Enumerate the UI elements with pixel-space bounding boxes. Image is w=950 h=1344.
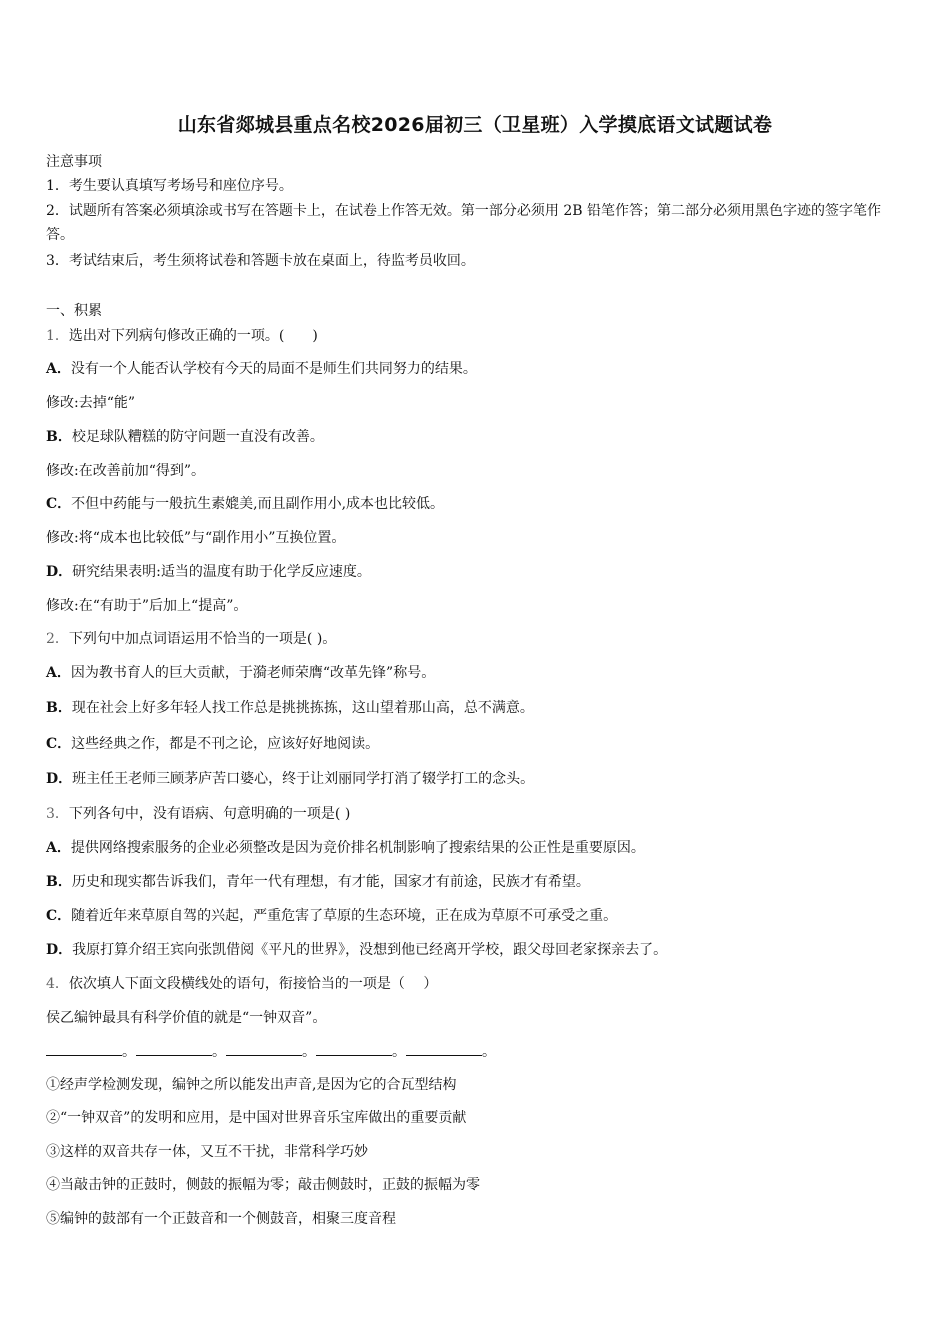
option-letter: A． xyxy=(46,840,71,856)
notice-item-3: 3．考试结束后，考生须将试卷和答题卡放在桌面上，待监考员收回。 xyxy=(46,253,475,269)
blank-separator: 。 xyxy=(212,1044,226,1060)
q3-option-a xyxy=(46,836,904,860)
blank-separator: 。 xyxy=(392,1044,406,1060)
exam-title: 山东省郯城县重点名校2026届初三（卫星班）入学摸底语文试题试卷 xyxy=(177,114,773,136)
q2-option-d xyxy=(46,767,904,791)
question-number: 4． xyxy=(46,976,69,992)
section-heading: 一、积累 xyxy=(46,303,102,319)
option-letter: B． xyxy=(46,700,72,716)
question-1 xyxy=(46,324,904,348)
question-number: 3． xyxy=(46,806,69,822)
blank-separator: 。 xyxy=(302,1044,316,1060)
q4-item-3: ③这样的双音共存一体，又互不干扰，非常科学巧妙 xyxy=(46,1144,368,1160)
option-text: 没有一个人能否认学校有今天的局面不是师生们共同努力的结果。 xyxy=(70,361,477,377)
option-text: 我原打算介绍王宾向张凯借阅《平凡的世界》，没想到他已经离开学校，跟父母回老家探亲去了。 xyxy=(72,942,668,958)
notice-item-2: 2．试题所有答案必须填涂或书写在答题卡上，在试卷上作答无效。第一部分必须用 2B 铅笔作答；第二部分必须用黑色字迹的签字笔作答。 xyxy=(46,203,881,243)
q4-item-1: ①经声学检测发现，编钟之所以能发出声音,是因为它的合瓦型结构 xyxy=(46,1077,457,1093)
q1-option-a-fix: 修改:去掉“能” xyxy=(46,395,136,411)
option-text: 研究结果表明:适当的温度有助于化学反应速度。 xyxy=(72,564,371,580)
option-text: 这些经典之作，都是不刊之论，应该好好地阅读。 xyxy=(71,736,380,752)
question-number: 2． xyxy=(46,631,69,647)
notice-heading: 注意事项 xyxy=(46,154,102,170)
q1-option-d xyxy=(46,560,904,584)
option-letter: D． xyxy=(46,771,73,787)
q3-option-d xyxy=(46,938,904,962)
option-text: 随着近年来草原自驾的兴起，严重危害了草原的生态环境，正在成为草原不可承受之重。 xyxy=(71,908,618,924)
q2-option-c xyxy=(46,732,904,756)
q1-option-c-fix: 修改:将“成本也比较低”与“副作用小”互换位置。 xyxy=(46,530,346,546)
option-letter: C． xyxy=(46,908,72,924)
q1-option-b xyxy=(46,425,904,449)
notice-item-1: 1．考生要认真填写考场号和座位序号。 xyxy=(46,178,293,194)
question-stem: 下列句中加点词语运用不恰当的一项是( )。 xyxy=(68,631,337,647)
q4-item-5: ⑤编钟的鼓部有一个正鼓音和一个侧鼓音，相聚三度音程 xyxy=(46,1211,396,1227)
question-4 xyxy=(46,972,904,996)
fill-blank xyxy=(136,1041,212,1056)
option-letter: D． xyxy=(46,564,73,580)
blank-separator: 。 xyxy=(482,1044,496,1060)
q2-option-b xyxy=(46,696,904,720)
option-letter: B． xyxy=(46,874,72,890)
q4-item-4: ④当敲击钟的正鼓时，侧鼓的振幅为零；敲击侧鼓时，正鼓的振幅为零 xyxy=(46,1177,480,1193)
option-letter: C． xyxy=(46,496,72,512)
option-text: 班主任王老师三顾茅庐苦口婆心，终于让刘丽同学打消了辍学打工的念头。 xyxy=(72,771,535,787)
option-letter: A． xyxy=(46,665,71,681)
question-stem: 选出对下列病句修改正确的一项。( ) xyxy=(68,328,318,344)
q2-option-a xyxy=(46,661,904,685)
blank-separator: 。 xyxy=(122,1044,136,1060)
option-letter: C． xyxy=(46,736,72,752)
option-letter: D． xyxy=(46,942,73,958)
option-text: 校足球队糟糕的防守问题一直没有改善。 xyxy=(71,429,324,445)
q1-option-d-fix: 修改:在“有助于”后加上“提高”。 xyxy=(46,598,248,614)
q1-option-a xyxy=(46,357,904,381)
fill-blank xyxy=(406,1041,482,1056)
option-text: 提供网络搜索服务的企业必须整改是因为竞价排名机制影响了搜索结果的公正性是重要原因。 xyxy=(70,840,645,856)
fill-blank xyxy=(316,1041,392,1056)
question-2 xyxy=(46,627,904,651)
question-stem: 下列各句中，没有语病、句意明确的一项是( ) xyxy=(68,806,351,822)
fill-blank xyxy=(46,1041,122,1056)
q1-option-b-fix: 修改:在改善前加“得到”。 xyxy=(46,463,206,479)
option-letter: A． xyxy=(46,361,71,377)
q3-option-c xyxy=(46,904,904,928)
option-text: 现在社会上好多年轻人找工作总是挑挑拣拣，这山望着那山高，总不满意。 xyxy=(71,700,534,716)
option-text: 历史和现实都告诉我们，青年一代有理想，有才能，国家才有前途，民族才有希望。 xyxy=(71,874,590,890)
q1-option-c xyxy=(46,492,904,516)
q4-item-2: ②“一钟双音”的发明和应用，是中国对世界音乐宝库做出的重要贡献 xyxy=(46,1110,467,1126)
option-text: 不但中药能与一般抗生素媲美,而且副作用小,成本也比较低。 xyxy=(71,496,445,512)
question-number: 1． xyxy=(46,328,69,344)
option-letter: B． xyxy=(46,429,72,445)
q4-intro: 侯乙编钟最具有科学价值的就是“一钟双音”。 xyxy=(46,1010,327,1026)
option-text: 因为教书育人的巨大贡献，于漪老师荣膺“改革先锋”称号。 xyxy=(70,665,436,681)
q4-blanks xyxy=(46,1040,904,1064)
question-stem: 依次填人下面文段横线处的语句，衔接恰当的一项是（ ） xyxy=(68,976,438,992)
question-3 xyxy=(46,802,904,826)
fill-blank xyxy=(226,1041,302,1056)
q3-option-b xyxy=(46,870,904,894)
